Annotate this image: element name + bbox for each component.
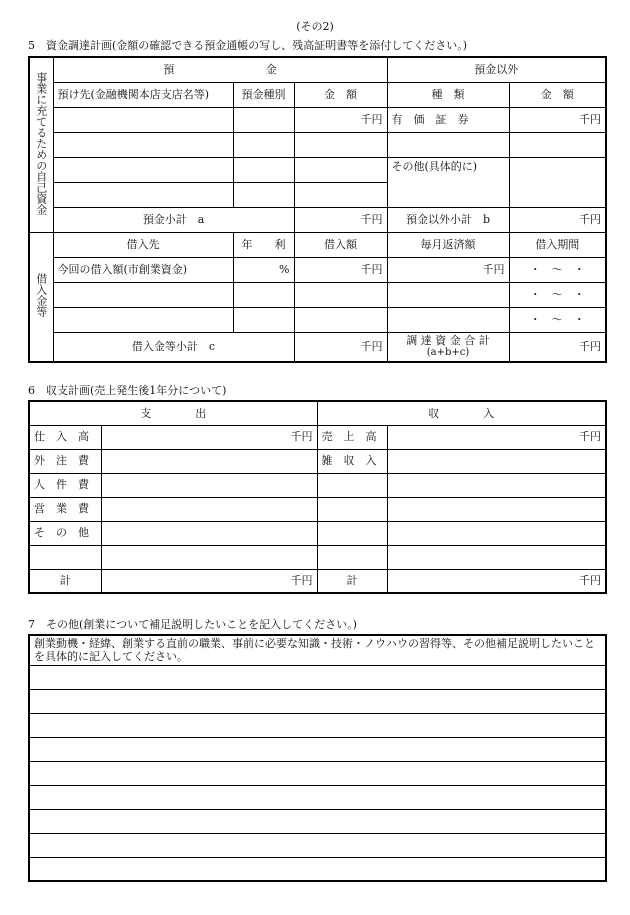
section7-title: 7 その他(創業について補足説明したいことを記入してください。) (28, 618, 357, 631)
supplementary-notes-table (28, 634, 607, 882)
income-amount[interactable] (387, 473, 606, 497)
bank-cell[interactable] (53, 107, 233, 132)
income-header: 収 入 (317, 401, 606, 425)
non-deposit-header: 預金以外 (387, 57, 606, 82)
deposit-type-cell[interactable] (233, 132, 294, 157)
other-amount[interactable] (509, 157, 606, 207)
monthly-cell[interactable] (387, 282, 509, 307)
page-number: (その2) (296, 20, 334, 33)
current-loan-label: 今回の借入額(市創業資金) (53, 257, 233, 282)
income-total-amount[interactable]: 千円 (387, 569, 606, 593)
non-deposit-subtotal-label: 預金以外小計 b (387, 207, 509, 232)
income-item-label[interactable] (317, 521, 387, 545)
expense-amount[interactable] (101, 497, 317, 521)
period-cell[interactable]: ・ 〜 ・ (509, 282, 606, 307)
col-loan-amount: 借入額 (294, 232, 387, 257)
expense-amount[interactable] (101, 449, 317, 473)
notes-line[interactable] (29, 713, 606, 737)
expense-item-label[interactable] (29, 545, 101, 569)
col-amount: 金 額 (294, 82, 387, 107)
notes-line[interactable] (29, 785, 606, 809)
income-total-label: 計 (317, 569, 387, 593)
monthly-cell[interactable] (387, 307, 509, 332)
expense-total-label: 計 (29, 569, 101, 593)
loan-amount-cell[interactable]: 千円 (294, 257, 387, 282)
section5-title: 5 資金調達計画(金額の確認できる預金通帳の写し、残高証明書等を添付してください。) (28, 39, 468, 52)
bank-cell[interactable] (53, 157, 233, 182)
col-lender: 借入先 (53, 232, 233, 257)
notes-line[interactable] (29, 857, 606, 881)
income-amount[interactable]: 千円 (387, 425, 606, 449)
non-deposit-subtotal-amount[interactable]: 千円 (509, 207, 606, 232)
period-cell[interactable]: ・ 〜 ・ (509, 307, 606, 332)
bank-cell[interactable] (53, 182, 233, 207)
income-item-label: 売 上 高 (317, 425, 387, 449)
expense-item-label: そ の 他 (29, 521, 101, 545)
col-bank: 預け先(金融機関本店支店名等) (53, 82, 233, 107)
income-amount[interactable] (387, 497, 606, 521)
amount-cell[interactable] (294, 132, 387, 157)
loan-subtotal-amount[interactable]: 千円 (294, 332, 387, 362)
col-monthly: 毎月返済額 (387, 232, 509, 257)
expense-amount[interactable] (101, 473, 317, 497)
kind-amount[interactable] (509, 132, 606, 157)
expense-amount[interactable]: 千円 (101, 425, 317, 449)
notes-line[interactable] (29, 665, 606, 689)
deposit-type-cell[interactable] (233, 157, 294, 182)
expense-item-label: 仕 入 高 (29, 425, 101, 449)
expense-header: 支 出 (29, 401, 317, 425)
rate-cell[interactable] (233, 282, 294, 307)
income-item-label[interactable] (317, 545, 387, 569)
income-amount[interactable] (387, 449, 606, 473)
total-funds-amount[interactable]: 千円 (509, 332, 606, 362)
income-expense-table (28, 400, 607, 594)
deposit-header: 預 金 (53, 57, 387, 82)
other-specific-label[interactable]: その他(具体的に) (387, 157, 509, 207)
section6-title: 6 収支計画(売上発生後1年分について) (28, 384, 227, 397)
deposit-subtotal-label: 預金小計 a (53, 207, 294, 232)
deposit-type-cell[interactable] (233, 107, 294, 132)
rate-cell[interactable] (233, 307, 294, 332)
col-kind: 種 類 (387, 82, 509, 107)
income-amount[interactable] (387, 521, 606, 545)
col-period: 借入期間 (509, 232, 606, 257)
funding-plan-table (28, 56, 607, 363)
income-item-label: 雑 収 入 (317, 449, 387, 473)
notes-line[interactable] (29, 809, 606, 833)
income-amount[interactable] (387, 545, 606, 569)
kind-cell[interactable] (387, 132, 509, 157)
lender-cell[interactable] (53, 307, 233, 332)
notes-line[interactable] (29, 689, 606, 713)
expense-item-label: 外 注 費 (29, 449, 101, 473)
securities-amount[interactable]: 千円 (509, 107, 606, 132)
notes-line[interactable] (29, 833, 606, 857)
col-amount2: 金 額 (509, 82, 606, 107)
own-funds-label: 事業に充てるための自己資金 (29, 57, 53, 232)
deposit-subtotal-amount[interactable]: 千円 (294, 207, 387, 232)
expense-total-amount[interactable]: 千円 (101, 569, 317, 593)
deposit-type-cell[interactable] (233, 182, 294, 207)
col-deposit-type: 預金種別 (233, 82, 294, 107)
amount-cell[interactable] (294, 182, 387, 207)
income-item-label[interactable] (317, 473, 387, 497)
loan-subtotal-label: 借入金等小計 c (53, 332, 294, 362)
monthly-cell[interactable]: 千円 (387, 257, 509, 282)
period-cell[interactable]: ・ 〜 ・ (509, 257, 606, 282)
loans-label: 借入金等 (29, 232, 53, 362)
bank-cell[interactable] (53, 132, 233, 157)
notes-instructions: 創業動機・経緯、創業する直前の職業、事前に必要な知識・技術・ノウハウの習得等、その他補足説明したいことを具体的に記入してください。 (29, 635, 606, 665)
notes-line[interactable] (29, 761, 606, 785)
amount-cell[interactable]: 千円 (294, 107, 387, 132)
loan-amount-cell[interactable] (294, 307, 387, 332)
total-funds-label: 調 達 資 金 合 計 (a+b+c) (387, 332, 509, 362)
expense-item-label: 人 件 費 (29, 473, 101, 497)
expense-amount[interactable] (101, 545, 317, 569)
rate-cell[interactable]: % (233, 257, 294, 282)
notes-line[interactable] (29, 737, 606, 761)
expense-item-label: 営 業 費 (29, 497, 101, 521)
amount-cell[interactable] (294, 157, 387, 182)
expense-amount[interactable] (101, 521, 317, 545)
lender-cell[interactable] (53, 282, 233, 307)
loan-amount-cell[interactable] (294, 282, 387, 307)
col-rate: 年 利 (233, 232, 294, 257)
securities-label: 有 価 証 券 (387, 107, 509, 132)
income-item-label[interactable] (317, 497, 387, 521)
